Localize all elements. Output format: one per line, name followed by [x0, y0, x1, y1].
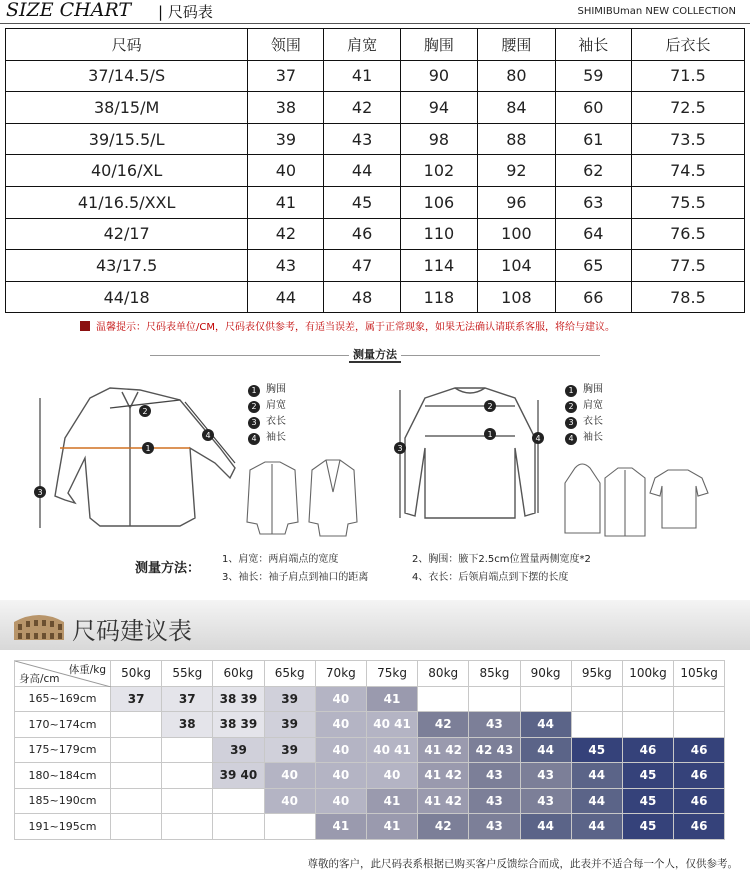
size-cell: 43/17.5: [6, 250, 248, 282]
recommend-cell: 39: [264, 686, 315, 712]
recommend-cell: [571, 712, 622, 738]
recommend-cell: 41 42: [418, 737, 469, 763]
size-cell: 60: [555, 92, 631, 124]
recommend-cell: [111, 788, 162, 814]
hoodie-tshirt-sketches: [560, 458, 710, 543]
recommend-cell: [622, 712, 673, 738]
corner-height: 身高/cm: [19, 672, 60, 685]
recommend-cell: [111, 712, 162, 738]
recommend-cell: [264, 814, 315, 840]
size-cell: 104: [478, 250, 556, 282]
recommend-cell: 41: [366, 788, 417, 814]
size-cell: 63: [555, 186, 631, 218]
recommend-cell: 44: [571, 814, 622, 840]
size-cell: 38: [248, 92, 324, 124]
size-cell: 71.5: [631, 60, 744, 92]
size-cell: 118: [400, 281, 478, 313]
size-header-cell: 后衣长: [631, 29, 744, 61]
recommend-cell: 44: [520, 712, 571, 738]
recommend-cell: 44: [520, 814, 571, 840]
shirt-diagram: [30, 378, 250, 538]
size-cell: 64: [555, 218, 631, 250]
size-cell: 84: [478, 92, 556, 124]
measure-item: 4、衣长：后领肩端点到下摆的长度: [412, 572, 569, 583]
measure-title: [0, 346, 750, 366]
size-cell: 59: [555, 60, 631, 92]
title-en: SIZE CHART: [6, 0, 132, 21]
size-cell: 37/14.5/S: [6, 60, 248, 92]
legend-left: [248, 382, 286, 446]
size-cell: 100: [478, 218, 556, 250]
size-cell: 94: [400, 92, 478, 124]
title-cn: | 尺码表: [158, 3, 213, 21]
weight-header: 70kg: [315, 661, 366, 687]
legend-item: 1 胸围: [248, 382, 286, 398]
recommend-cell: 43: [520, 763, 571, 789]
height-label: 175~179cm: [15, 737, 111, 763]
recommend-cell: 41: [366, 814, 417, 840]
recommend-cell: [571, 686, 622, 712]
legend-item: 2 肩宽: [565, 398, 603, 414]
size-header-cell: 领围: [248, 29, 324, 61]
colosseum-icon: [12, 610, 66, 642]
recommend-cell: 38: [162, 712, 213, 738]
size-cell: 39: [248, 123, 324, 155]
size-cell: 72.5: [631, 92, 744, 124]
size-cell: 46: [324, 218, 400, 250]
size-cell: 96: [478, 186, 556, 218]
weight-header: 65kg: [264, 661, 315, 687]
recommend-cell: 44: [571, 763, 622, 789]
header: [0, 0, 750, 26]
recommend-cell: [520, 686, 571, 712]
recommend-cell: 39: [264, 712, 315, 738]
size-cell: 62: [555, 155, 631, 187]
svg-text:2: 2: [487, 402, 493, 411]
recommend-cell: 42: [418, 814, 469, 840]
size-cell: 114: [400, 250, 478, 282]
recommend-cell: 41: [315, 814, 366, 840]
size-cell: 44: [324, 155, 400, 187]
recommend-cell: 40 41: [366, 737, 417, 763]
recommend-cell: [162, 763, 213, 789]
legend-item: 2 肩宽: [248, 398, 286, 414]
svg-text:3: 3: [397, 444, 403, 453]
recommend-cell: [162, 814, 213, 840]
recommend-cell: 40: [264, 763, 315, 789]
size-cell: 108: [478, 281, 556, 313]
size-cell: 43: [324, 123, 400, 155]
weight-header: 50kg: [111, 661, 162, 687]
weight-header: 95kg: [571, 661, 622, 687]
recommend-row: [15, 686, 725, 712]
recommend-table: [14, 660, 725, 840]
size-cell: 90: [400, 60, 478, 92]
recommend-banner: [0, 600, 750, 650]
size-cell: 66: [555, 281, 631, 313]
recommend-cell: 41 42: [418, 788, 469, 814]
weight-header: 90kg: [520, 661, 571, 687]
svg-text:4: 4: [535, 434, 541, 443]
recommend-cell: 41 42: [418, 763, 469, 789]
recommend-cell: [213, 814, 264, 840]
recommend-cell: [469, 686, 520, 712]
recommend-cell: 43: [469, 814, 520, 840]
measure-item: 3、袖长：袖子肩点到袖口的距离: [222, 572, 369, 583]
recommend-cell: [162, 788, 213, 814]
recommend-cell: [111, 737, 162, 763]
weight-header: 85kg: [469, 661, 520, 687]
recommend-cell: 40: [315, 788, 366, 814]
size-cell: 38/15/M: [6, 92, 248, 124]
recommend-cell: 46: [674, 814, 725, 840]
recommend-cell: 40: [315, 686, 366, 712]
size-cell: 37: [248, 60, 324, 92]
size-cell: 41: [248, 186, 324, 218]
size-cell: 76.5: [631, 218, 744, 250]
jacket-sketches: [240, 452, 365, 542]
recommend-cell: 39: [264, 737, 315, 763]
recommend-cell: 40: [366, 763, 417, 789]
legend-item: 1 胸围: [565, 382, 603, 398]
size-cell: 47: [324, 250, 400, 282]
legend-right: [565, 382, 603, 446]
size-cell: 42: [248, 218, 324, 250]
size-cell: 92: [478, 155, 556, 187]
recommend-row: [15, 788, 725, 814]
size-cell: 41: [324, 60, 400, 92]
recommend-cell: 40: [264, 788, 315, 814]
size-cell: 41/16.5/XXL: [6, 186, 248, 218]
recommend-cell: 46: [622, 737, 673, 763]
measure-label: 测量方法：: [135, 561, 201, 576]
recommend-cell: 42 43: [469, 737, 520, 763]
height-label: 180~184cm: [15, 763, 111, 789]
size-cell: 88: [478, 123, 556, 155]
size-cell: 48: [324, 281, 400, 313]
svg-text:2: 2: [142, 407, 148, 416]
legend-item: 3 衣长: [565, 414, 603, 430]
size-cell: 61: [555, 123, 631, 155]
size-table: [5, 28, 745, 313]
measure-item: 2、胸围：腋下2.5cm位置量两侧宽度*2: [412, 554, 591, 565]
size-row: [6, 92, 745, 124]
recommend-cell: 40 41: [366, 712, 417, 738]
recommend-cell: 45: [571, 737, 622, 763]
size-cell: 110: [400, 218, 478, 250]
size-row: [6, 186, 745, 218]
size-cell: 74.5: [631, 155, 744, 187]
recommend-cell: [111, 814, 162, 840]
size-row: [6, 123, 745, 155]
size-cell: 44/18: [6, 281, 248, 313]
recommend-cell: 40: [315, 712, 366, 738]
legend-item: 3 衣长: [248, 414, 286, 430]
recommend-cell: 42: [418, 712, 469, 738]
size-cell: 78.5: [631, 281, 744, 313]
size-cell: 73.5: [631, 123, 744, 155]
recommend-cell: [674, 712, 725, 738]
weight-header: 75kg: [366, 661, 417, 687]
recommend-cell: 40: [315, 737, 366, 763]
recommend-cell: 45: [622, 788, 673, 814]
size-cell: 39/15.5/L: [6, 123, 248, 155]
recommend-cell: 43: [469, 712, 520, 738]
recommend-row: [15, 763, 725, 789]
height-label: 185~190cm: [15, 788, 111, 814]
size-cell: 42/17: [6, 218, 248, 250]
recommend-cell: 40: [315, 763, 366, 789]
size-row: [6, 155, 745, 187]
size-cell: 75.5: [631, 186, 744, 218]
recommend-cell: [111, 763, 162, 789]
warning-note: [80, 318, 615, 333]
size-header-cell: 尺码: [6, 29, 248, 61]
legend-item: 4 袖长: [565, 430, 603, 446]
recommend-cell: 37: [162, 686, 213, 712]
size-row: [6, 250, 745, 282]
size-cell: 43: [248, 250, 324, 282]
size-header-cell: 袖长: [555, 29, 631, 61]
size-cell: 80: [478, 60, 556, 92]
measure-item: 1、肩宽：两肩端点的宽度: [222, 554, 339, 565]
size-cell: 42: [324, 92, 400, 124]
svg-text:4: 4: [205, 431, 211, 440]
recommend-cell: 43: [520, 788, 571, 814]
recommend-row: [15, 814, 725, 840]
recommend-cell: [418, 686, 469, 712]
recommend-cell: 39 40: [213, 763, 264, 789]
recommend-cell: 45: [622, 814, 673, 840]
weight-header: 60kg: [213, 661, 264, 687]
corner-weight: 体重/kg: [68, 664, 106, 676]
recommend-cell: 45: [622, 763, 673, 789]
measure-title-label: 测量方法: [349, 348, 401, 363]
recommend-cell: [674, 686, 725, 712]
brand-text: SHIMIBUman NEW COLLECTION: [577, 6, 736, 17]
recommend-row: [15, 712, 725, 738]
recommend-cell: 46: [674, 763, 725, 789]
weight-header: 55kg: [162, 661, 213, 687]
size-cell: 45: [324, 186, 400, 218]
sweater-diagram: [390, 378, 550, 538]
recommend-title: 尺码建议表: [72, 617, 192, 645]
size-cell: 106: [400, 186, 478, 218]
size-cell: 77.5: [631, 250, 744, 282]
height-label: 191~195cm: [15, 814, 111, 840]
size-cell: 44: [248, 281, 324, 313]
recommend-cell: 38 39: [213, 686, 264, 712]
svg-text:1: 1: [487, 430, 493, 439]
recommend-cell: 39: [213, 737, 264, 763]
recommend-cell: 38 39: [213, 712, 264, 738]
size-cell: 40: [248, 155, 324, 187]
recommend-cell: 44: [571, 788, 622, 814]
svg-text:3: 3: [37, 488, 43, 497]
recommend-row: [15, 737, 725, 763]
recommend-cell: 44: [520, 737, 571, 763]
weight-header: 80kg: [418, 661, 469, 687]
footer-note: 尊敬的客户，此尺码表系根据已购买客户反馈综合而成，此表并不适合每一个人，仅供参考。: [307, 858, 738, 870]
size-row: [6, 60, 745, 92]
weight-header: 105kg: [674, 661, 725, 687]
recommend-cell: [162, 737, 213, 763]
size-cell: 40/16/XL: [6, 155, 248, 187]
legend-item: 4 袖长: [248, 430, 286, 446]
size-row: [6, 218, 745, 250]
recommend-cell: 43: [469, 763, 520, 789]
warning-text: 温馨提示：尺码表单位/CM，尺码表仅供参考，有适当误差，属于正常现象，如果无法确认请联系客服，将给与建议。: [96, 322, 615, 333]
size-cell: 65: [555, 250, 631, 282]
size-header-cell: 腰围: [478, 29, 556, 61]
size-cell: 98: [400, 123, 478, 155]
size-header-cell: 胸围: [400, 29, 478, 61]
weight-header: 100kg: [622, 661, 673, 687]
size-header-cell: 肩宽: [324, 29, 400, 61]
recommend-cell: 37: [111, 686, 162, 712]
size-row: [6, 281, 745, 313]
corner-cell: [15, 661, 111, 687]
size-cell: 102: [400, 155, 478, 187]
svg-text:1: 1: [145, 444, 151, 453]
height-label: 170~174cm: [15, 712, 111, 738]
height-label: 165~169cm: [15, 686, 111, 712]
recommend-cell: [622, 686, 673, 712]
recommend-cell: 46: [674, 737, 725, 763]
recommend-cell: 43: [469, 788, 520, 814]
recommend-cell: [213, 788, 264, 814]
recommend-cell: 46: [674, 788, 725, 814]
recommend-cell: 41: [366, 686, 417, 712]
